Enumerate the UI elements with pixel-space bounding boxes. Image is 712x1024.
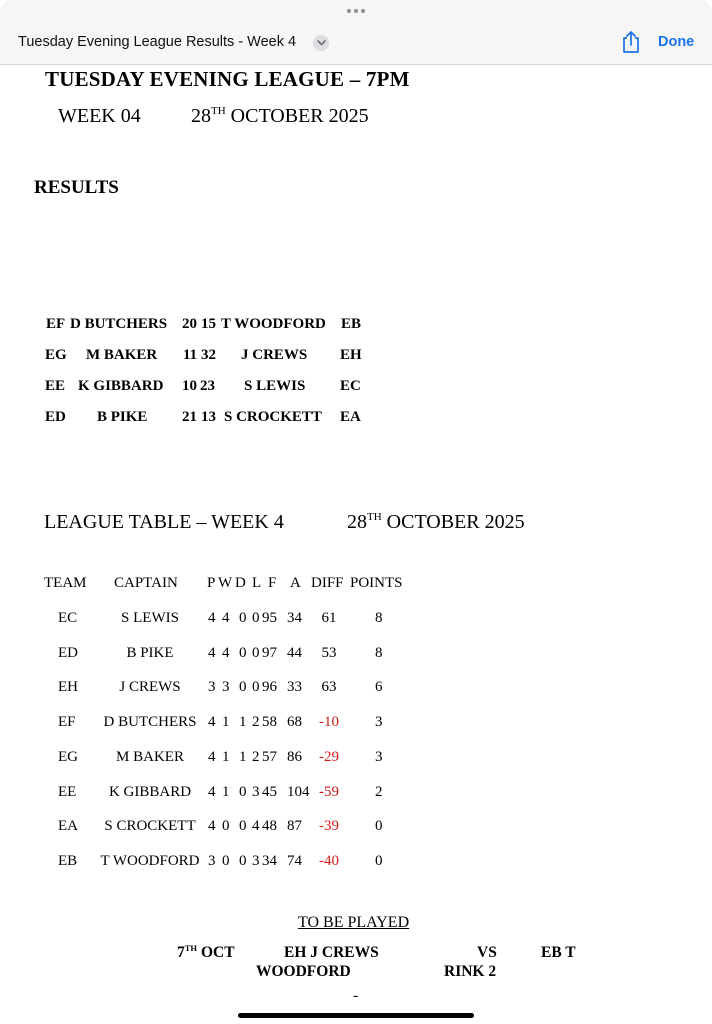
- result-home-captain: D BUTCHERS: [70, 316, 168, 332]
- cell-w: 1: [222, 783, 230, 800]
- cell-d: 1: [239, 748, 247, 765]
- fixture-vs: VS: [477, 944, 497, 961]
- cell-p: 4: [208, 783, 216, 800]
- fixture-away: EB T: [541, 944, 576, 961]
- cell-d: 0: [239, 852, 247, 869]
- to-be-played-heading: TO BE PLAYED: [298, 914, 410, 931]
- cell-diff: -40: [319, 852, 339, 869]
- cell-w: 1: [222, 748, 230, 765]
- cell-f: 34: [262, 852, 277, 869]
- result-home-rink: EE: [45, 378, 66, 394]
- result-home-captain: B PIKE: [97, 409, 148, 425]
- cell-points: 8: [375, 610, 383, 626]
- cell-captain: S CROCKETT: [104, 818, 196, 835]
- fixture-rink: RINK 2: [444, 963, 497, 980]
- cell-p: 3: [208, 679, 216, 696]
- cell-diff: -59: [319, 783, 339, 800]
- results-heading: RESULTS: [34, 177, 119, 198]
- result-home-score: 20: [182, 316, 197, 332]
- cell-d: 0: [239, 610, 247, 626]
- cell-points: 2: [375, 783, 383, 800]
- document-page: [0, 65, 712, 1024]
- result-home-rink: EG: [45, 347, 67, 363]
- league-heading: TUESDAY EVENING LEAGUE – 7PM: [45, 67, 410, 91]
- cell-l: 0: [252, 610, 260, 626]
- document-header-bar: [0, 0, 712, 65]
- cell-captain: J CREWS: [119, 679, 181, 696]
- cell-w: 3: [222, 679, 230, 696]
- cell-l: 3: [252, 852, 260, 869]
- cell-w: 1: [222, 714, 230, 731]
- cell-a: 104: [287, 783, 310, 800]
- cell-w: 4: [222, 610, 230, 626]
- cell-a: 86: [287, 748, 302, 765]
- column-header-w: W: [218, 575, 233, 591]
- cell-p: 3: [208, 852, 216, 869]
- result-away-captain: S LEWIS: [244, 378, 306, 394]
- result-away-rink: EH: [340, 347, 362, 363]
- cell-diff: -29: [319, 748, 339, 765]
- column-header-points: POINTS: [350, 575, 403, 591]
- cell-f: 57: [262, 748, 277, 765]
- cell-p: 4: [208, 748, 216, 765]
- cell-captain: D BUTCHERS: [103, 714, 197, 731]
- cell-l: 2: [252, 748, 260, 765]
- result-away-rink: EB: [341, 316, 362, 332]
- cell-a: 44: [287, 644, 302, 661]
- result-home-score: 21: [182, 409, 197, 425]
- cell-l: 0: [252, 679, 260, 696]
- column-header-d: D: [235, 575, 246, 591]
- result-home-rink: ED: [45, 409, 66, 425]
- column-header-captain: CAPTAIN: [114, 575, 178, 591]
- cell-p: 4: [208, 818, 216, 835]
- cell-p: 4: [208, 714, 216, 731]
- result-away-score: 23: [200, 378, 215, 394]
- cell-p: 4: [208, 610, 216, 626]
- cell-f: 97: [262, 644, 277, 661]
- result-away-rink: EA: [340, 409, 361, 425]
- cell-captain: T WOODFORD: [100, 852, 200, 869]
- result-away-score: 13: [201, 409, 216, 425]
- ellipsis-icon[interactable]: [347, 7, 365, 15]
- column-header-p: P: [207, 575, 216, 591]
- result-home-score: 11: [183, 347, 198, 363]
- cell-d: 0: [239, 783, 247, 800]
- cell-captain: B PIKE: [126, 644, 174, 661]
- cell-p: 4: [208, 644, 216, 661]
- cell-captain: K GIBBARD: [108, 783, 192, 800]
- cell-diff: -39: [319, 818, 339, 835]
- cell-team: ED: [58, 644, 78, 661]
- cell-points: 8: [375, 644, 383, 661]
- column-header-f: F: [268, 575, 277, 591]
- cell-f: 95: [262, 610, 277, 626]
- fixture-dash: -: [353, 987, 359, 1004]
- cell-d: 1: [239, 714, 247, 731]
- cell-team: EE: [58, 783, 77, 800]
- cell-a: 33: [287, 679, 302, 696]
- cell-diff: 63: [321, 679, 337, 696]
- cell-a: 68: [287, 714, 302, 731]
- cell-w: 4: [222, 644, 230, 661]
- cell-a: 87: [287, 818, 302, 835]
- cell-captain: M BAKER: [116, 748, 184, 765]
- column-header-team: TEAM: [44, 575, 87, 591]
- cell-d: 0: [239, 818, 247, 835]
- cell-l: 4: [252, 818, 260, 835]
- fixture-away-continued: WOODFORD: [256, 963, 351, 980]
- result-away-captain: T WOODFORD: [221, 316, 326, 332]
- cell-f: 45: [262, 783, 277, 800]
- result-home-score: 10: [182, 378, 197, 394]
- result-home-rink: EF: [46, 316, 66, 332]
- cell-a: 34: [287, 610, 302, 626]
- match-date: 28TH OCTOBER 2025: [191, 104, 369, 127]
- done-button[interactable]: Done: [658, 34, 695, 50]
- result-away-captain: S CROCKETT: [224, 409, 322, 425]
- cell-team: EH: [58, 679, 78, 696]
- column-header-a: A: [290, 575, 301, 591]
- cell-diff: 61: [321, 610, 337, 626]
- cell-f: 48: [262, 818, 277, 835]
- league-table-heading: LEAGUE TABLE – WEEK 4: [44, 511, 284, 533]
- share-icon[interactable]: [620, 30, 642, 54]
- document-title[interactable]: Tuesday Evening League Results - Week 4: [18, 34, 297, 50]
- cell-d: 0: [239, 644, 247, 661]
- result-away-score: 32: [201, 347, 216, 363]
- cell-points: 6: [375, 679, 383, 696]
- cell-team: EF: [58, 714, 76, 731]
- cell-d: 0: [239, 679, 247, 696]
- cell-l: 3: [252, 783, 260, 800]
- cell-w: 0: [222, 852, 230, 869]
- cell-team: EA: [58, 818, 78, 835]
- result-home-captain: M BAKER: [86, 347, 158, 363]
- home-indicator[interactable]: [238, 1013, 474, 1018]
- cell-l: 0: [252, 644, 260, 661]
- result-away-rink: EC: [340, 378, 361, 394]
- cell-a: 74: [287, 852, 302, 869]
- cell-points: 3: [375, 714, 383, 731]
- column-header-l: L: [252, 575, 262, 591]
- chevron-down-icon[interactable]: [313, 35, 329, 51]
- cell-f: 58: [262, 714, 277, 731]
- result-home-captain: K GIBBARD: [78, 378, 164, 394]
- cell-f: 96: [262, 679, 277, 696]
- cell-team: EG: [58, 748, 78, 765]
- cell-l: 2: [252, 714, 260, 731]
- fixture-home: EH J CREWS: [284, 944, 379, 961]
- league-table-date: 28TH OCTOBER 2025: [347, 510, 525, 533]
- result-away-score: 15: [201, 316, 216, 332]
- week-label: WEEK 04: [58, 105, 141, 127]
- cell-points: 0: [375, 818, 383, 835]
- cell-team: EC: [58, 610, 78, 626]
- result-away-captain: J CREWS: [241, 347, 308, 363]
- cell-diff: -10: [319, 714, 339, 731]
- column-header-diff: DIFF: [311, 575, 344, 591]
- cell-team: EB: [58, 852, 78, 869]
- cell-points: 0: [375, 852, 383, 869]
- cell-w: 0: [222, 818, 230, 835]
- cell-diff: 53: [321, 644, 337, 661]
- cell-captain: S LEWIS: [121, 610, 179, 626]
- fixture-date: 7TH OCT: [177, 942, 235, 961]
- cell-points: 3: [375, 748, 383, 765]
